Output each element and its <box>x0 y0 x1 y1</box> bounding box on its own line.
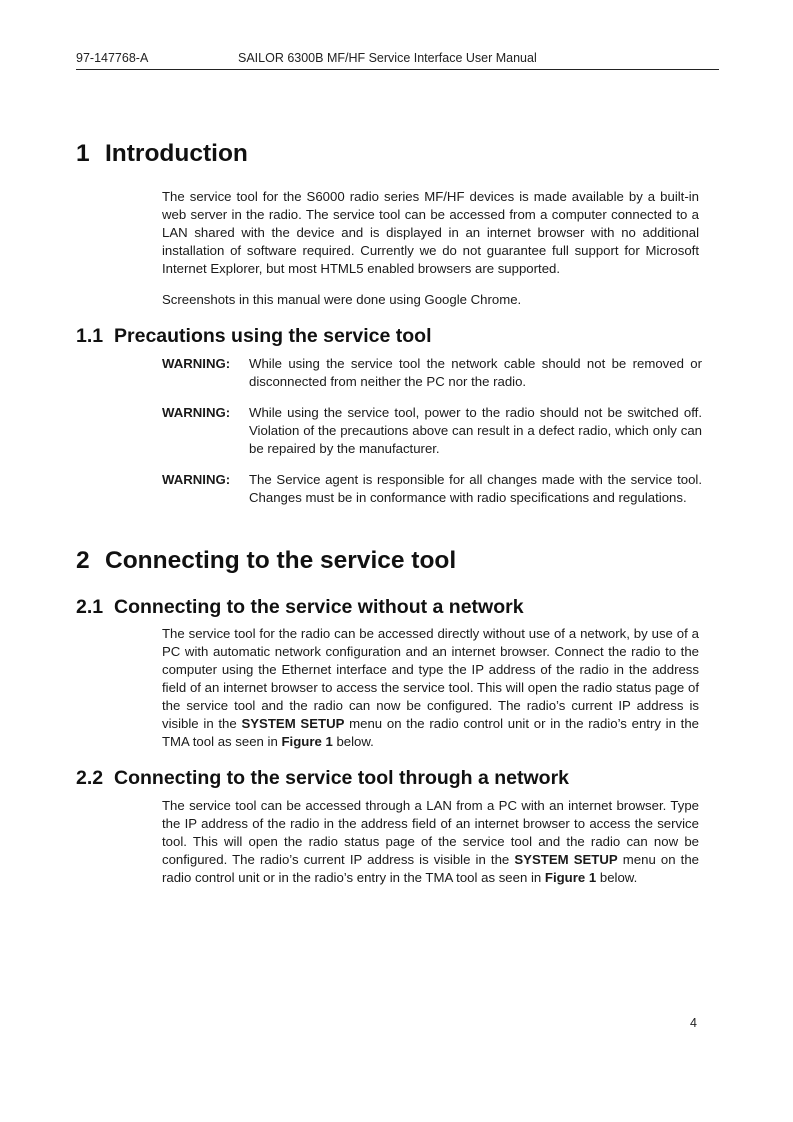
intro-paragraph: The service tool for the S6000 radio series MF/HF devices is made available by a built-in web server in the radio. The service tool can be accessed from a computer connected to a LAN shared with the device and is displayed in an internet browser with no additional installation of software required. Currently we do not guarantee full support for Microsoft Internet Explorer, but most HTML5 enabled browsers are supported. <box>162 189 699 276</box>
section-2-2-number: 2.2 <box>76 767 104 789</box>
section-1-1-title: Precautions using the service tool <box>114 325 432 347</box>
paragraph-text: menu on the radio control unit or in the radio’s entry in the TMA tool as seen in <box>162 852 700 885</box>
warning-text: While using the service tool, power to the radio should not be switched off. Violation of the precautions above can result in a defect radio, which only can be repaired by the manufacturer. <box>249 405 702 456</box>
page-header <box>76 50 719 70</box>
section-2-1-number: 2.1 <box>76 596 104 618</box>
section-2-heading <box>76 547 456 575</box>
warning-2 <box>162 404 702 458</box>
warning-text: While using the service tool the network cable should not be removed or disconnected from neither the PC nor the radio. <box>249 356 702 389</box>
section-2-2-heading <box>76 767 569 790</box>
system-setup-term: SYSTEM SETUP <box>514 852 618 867</box>
warning-label: WARNING: <box>162 356 231 371</box>
screenshots-note: Screenshots in this manual were done using Google Chrome. <box>162 292 522 307</box>
page-number: 4 <box>690 1016 697 1030</box>
paragraph-text: below. <box>596 870 638 885</box>
paragraph-text: below. <box>332 734 374 749</box>
section-1-title: Introduction <box>105 140 248 167</box>
paragraph-text: The service tool can be accessed through a LAN from a PC with an internet browser. Type the IP address of the radio in the address field of an internet browser to access the service tool. This will open the radio status page of the service tool and the radio can now be configured. The radio’s current IP address is visible in the <box>162 798 699 867</box>
section-2-1-paragraph <box>162 625 699 751</box>
paragraph-text: menu on the radio control unit or in the radio’s entry in the TMA tool as seen in <box>162 716 700 749</box>
section-2-2-title: Connecting to the service tool through a network <box>114 767 570 789</box>
section-1-heading <box>76 140 248 168</box>
warning-1 <box>162 355 702 391</box>
figure-1-reference: Figure 1 <box>544 870 597 885</box>
document-title: SAILOR 6300B MF/HF Service Interface User Manual <box>238 51 537 65</box>
warning-text: The Service agent is responsible for all changes made with the service tool. Changes must be in conformance with radio specifications and regulations. <box>249 472 702 505</box>
section-1-1-number: 1.1 <box>76 325 104 347</box>
section-2-title: Connecting to the service tool <box>105 547 457 574</box>
section-2-2-paragraph <box>162 797 699 887</box>
paragraph-text: The service tool for the radio can be accessed directly without use of a network, by use of a PC with automatic network configuration and an internet browser. Connect the radio to the computer using the Ethernet interface and type the IP address of the radio in the address field of an internet browser to access the service tool. This will open the radio status page of the service tool and the radio can now be configured. The radio’s current IP address is visible in the <box>162 626 699 731</box>
section-2-1-heading <box>76 596 524 619</box>
section-2-number: 2 <box>76 547 90 574</box>
document-number: 97-147768-A <box>76 51 149 65</box>
warning-label: WARNING: <box>162 472 231 487</box>
section-1-number: 1 <box>76 140 90 167</box>
system-setup-term: SYSTEM SETUP <box>241 716 345 731</box>
warning-3 <box>162 471 702 507</box>
section-2-1-title: Connecting to the service without a network <box>114 596 524 618</box>
section-1-1-heading <box>76 325 432 348</box>
warning-label: WARNING: <box>162 405 231 420</box>
figure-1-reference: Figure 1 <box>281 734 333 749</box>
